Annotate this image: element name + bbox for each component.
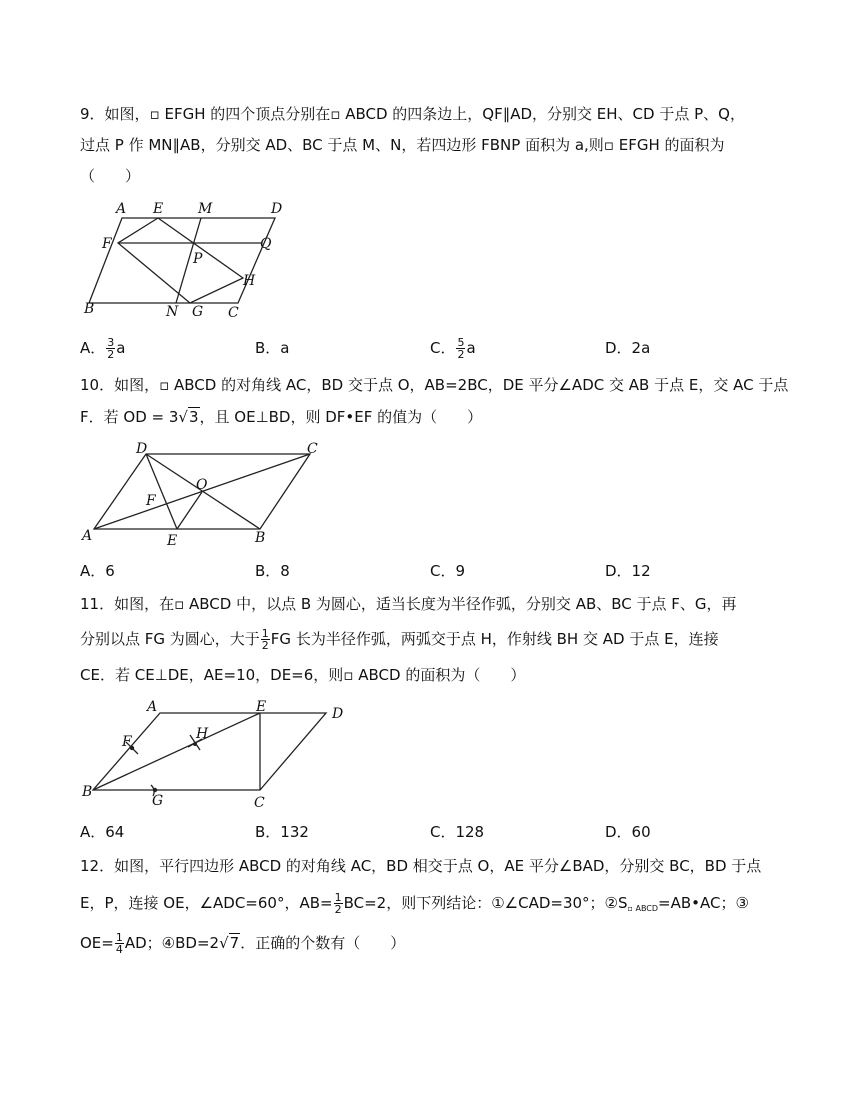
q11-label-C: C [254, 795, 265, 811]
q9-option-c-suffix: a [466, 339, 476, 357]
q9-label-M: M [198, 201, 213, 217]
q9-option-a-fraction: $\frac{3}{2}$ [107, 336, 115, 361]
q12-line2-post: =AB•AC；③ [658, 894, 749, 912]
q9-option-a-prefix: A． [80, 339, 106, 357]
q12-area-subscript: ▫ ABCD [627, 904, 659, 913]
q10-option-a[interactable]: A．6 [80, 562, 115, 580]
q9-label-C: C [228, 305, 239, 321]
q10-option-c[interactable]: C．9 [430, 562, 466, 580]
q10-label-O: O [196, 477, 208, 493]
q11-label-A: A [147, 699, 158, 715]
q10-figure [78, 437, 328, 552]
q9-figure [80, 195, 300, 325]
q9-label-Q: Q [260, 236, 272, 252]
q10-text-line1: 10．如图，▫ ABCD 的对角线 AC，BD 交于点 O，AB=2BC，DE 平分∠ADC 交 AB 于点 E，交 AC 于点 [80, 376, 789, 394]
q10-label-A: A [82, 528, 93, 544]
q9-label-N: N [166, 304, 179, 320]
q10-label-C: C [307, 441, 318, 457]
q12-text-line3 [80, 932, 405, 955]
q9-label-D: D [271, 201, 283, 217]
q9-label-A: A [116, 201, 127, 217]
q9-option-b[interactable]: B．a [255, 339, 290, 357]
q10-label-F: F [146, 493, 156, 509]
q10-line2-pre: F．若 OD = 3 [80, 408, 179, 426]
q11-text-line3: CE．若 CE⊥DE，AE=10，DE=6，则▫ ABCD 的面积为（ ） [80, 666, 526, 684]
q12-radical-sign: √ [219, 934, 229, 952]
q9-option-c-fraction: $\frac{5}{2}$ [457, 336, 465, 361]
q9-label-H: H [243, 273, 256, 289]
q9-option-a-suffix: a [116, 339, 126, 357]
q11-label-B: B [82, 784, 93, 800]
q10-radical-sign: √ [178, 408, 188, 426]
q11-fraction: $\frac{1}{2}$ [261, 627, 269, 652]
q9-text-line2: 过点 P 作 MN∥AB，分别交 AD、BC 于点 M、N，若四边形 FBNP 面积为 a,则▫ EFGH 的面积为 [80, 136, 725, 154]
q9-label-F: F [102, 236, 112, 252]
q11-line2-post: FG 长为半径作弧，两弧交于点 H，作射线 BH 交 AD 于点 E，连接 [270, 630, 719, 648]
q11-label-G: G [152, 793, 164, 809]
q11-label-E: E [256, 699, 267, 715]
q12-line2-mid: BC=2，则下列结论：①∠CAD=30°；②S [343, 894, 628, 912]
q11-figure [78, 697, 358, 812]
q10-label-D: D [136, 441, 148, 457]
q9-label-G: G [192, 304, 204, 320]
q11-text-line1: 11．如图，在▫ ABCD 中，以点 B 为圆心，适当长度为半径作弧，分别交 AB、BC 于点 F、G，再 [80, 595, 737, 613]
q10-label-B: B [255, 530, 266, 546]
q11-point-G [153, 788, 157, 792]
q12-text-line1: 12．如图，平行四边形 ABCD 的对角线 AC，BD 相交于点 O，AE 平分∠BAD，分别交 BC，BD 于点 [80, 857, 762, 875]
q9-label-P: P [193, 251, 203, 267]
q11-label-F: F [122, 734, 132, 750]
q11-option-c[interactable]: C．128 [430, 823, 485, 841]
q12-fraction-half: $\frac{1}{2}$ [334, 891, 342, 916]
q11-option-a[interactable]: A．64 [80, 823, 125, 841]
q10-line2-post: ，且 OE⊥BD，则 DF•EF 的值为（ ） [199, 408, 483, 426]
q12-line3-post: ．正确的个数有（ ） [240, 934, 406, 952]
q9-option-c[interactable] [430, 337, 476, 360]
q9-label-B: B [84, 301, 95, 317]
q10-label-E: E [167, 533, 178, 549]
q11-point-H [193, 742, 197, 746]
q10-radicand: 3 [188, 408, 199, 426]
q9-option-c-prefix: C． [430, 339, 456, 357]
q9-option-a[interactable] [80, 337, 125, 360]
q11-option-b[interactable]: B．132 [255, 823, 309, 841]
q9-text-line3: （ ） [80, 167, 141, 185]
q12-fraction-quarter: $\frac{1}{4}$ [115, 931, 123, 956]
q12-line3-pre: OE= [80, 934, 114, 952]
q12-line3-mid: AD；④BD=2 [124, 934, 220, 952]
q12-text-line2 [80, 892, 749, 919]
q11-text-line2 [80, 628, 719, 651]
q11-line2-pre: 分别以点 FG 为圆心，大于 [80, 630, 260, 648]
q11-label-D: D [332, 706, 344, 722]
q12-line2-pre: E，P，连接 OE，∠ADC=60°，AB= [80, 894, 333, 912]
q12-radicand: 7 [229, 934, 240, 952]
q10-option-b[interactable]: B．8 [255, 562, 290, 580]
q9-option-d[interactable]: D．2a [605, 339, 651, 357]
q9-label-E: E [153, 201, 164, 217]
q10-text-line2 [80, 407, 482, 427]
q11-option-d[interactable]: D．60 [605, 823, 651, 841]
q9-text-line1: 9．如图，▫ EFGH 的四个顶点分别在▫ ABCD 的四条边上，QF∥AD，分别交 EH、CD 于点 P、Q， [80, 105, 745, 123]
q11-label-H: H [196, 726, 209, 742]
q10-option-d[interactable]: D．12 [605, 562, 651, 580]
